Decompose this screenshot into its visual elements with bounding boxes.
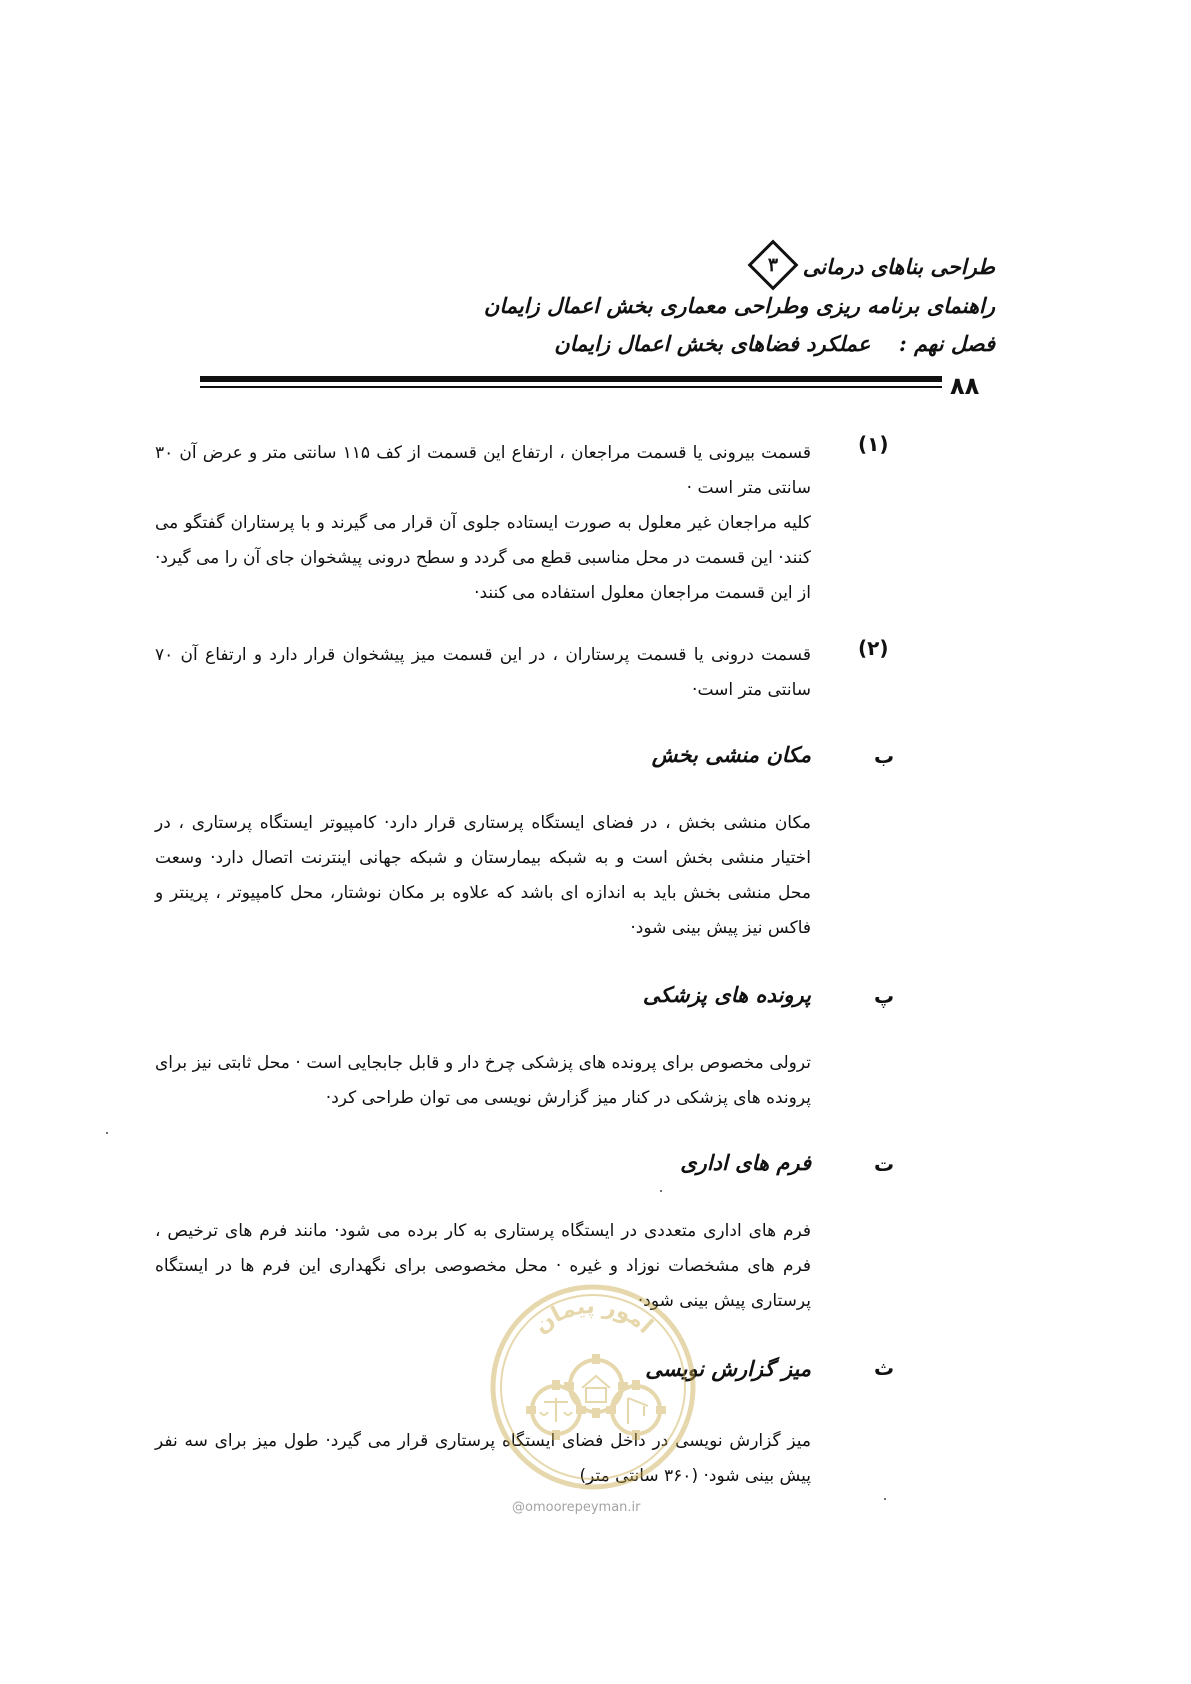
page-header [215, 248, 995, 363]
chapter-line [215, 325, 995, 363]
item-1-paragraph-2: کلیه مراجعان غیر معلول به صورت ایستاده جلوی آن قرار می گیرند و با پرستاران گفتگو می کنند· این قسمت در محل مناسبی قطع می گردد و سطح درونی پیشخوان جای آن را می گیرد· از این قسمت مراجعان معلول استفاده می کنند· [155, 513, 811, 603]
section-title-medical-records: پرونده های پزشکی [642, 982, 811, 1007]
series-number-badge [747, 239, 798, 290]
header-rule-thick [200, 376, 942, 382]
section-body-admin-forms: فرم های اداری متعددی در ایستگاه پرستاری به کار برده می شود· مانند فرم های ترخیص ، فرم های مشخصات نوزاد و غیره · محل مخصوصی برای نگهداری این فرم ها در ایستگاه پرستاری پیش بینی شود· [155, 1221, 811, 1311]
section-letter-t: ت [874, 1152, 895, 1176]
section-letter-b: ب [874, 744, 895, 768]
series-title-line [215, 248, 995, 287]
series-number: ۳ [767, 253, 778, 276]
scan-speck [884, 1498, 886, 1500]
section-title-admin-forms: فرم های اداری [680, 1150, 811, 1175]
page-number: ۸۸ [950, 372, 980, 400]
watermark-logo-text: امور پیمان [529, 1293, 658, 1339]
section-title-report-desk: میز گزارش نویسی [645, 1356, 811, 1381]
section-body-secretary: مکان منشی بخش ، در فضای ایستگاه پرستاری قرار دارد· کامپیوتر ایستگاه پرستاری ، در اختیار منشی بخش است و به شبکه بیمارستان و شبکه جهانی اینترنت اتصال دارد· وسعت محل منشی بخش باید به اندازه ای باشد که علاوه بر مکان نوشتار، محل کامپیوتر ، پرینتر و فاکس نیز پیش بینی شود· [155, 813, 811, 938]
watermark-url: @omoorepeyman.ir [512, 1500, 641, 1515]
section-title-secretary: مکان منشی بخش [651, 742, 811, 767]
chapter-title: عملکرد فضاهای بخش اعمال زایمان [554, 330, 871, 356]
section-body-medical-records: ترولی مخصوص برای پرونده های پزشکی چرخ دار و قابل جابجایی است · محل ثابتی نیز برای پرونده های پزشکی در کنار میز گزارش نویسی می توان طراحی کرد· [155, 1053, 811, 1108]
watermark-logo [488, 1282, 698, 1492]
item-1-text [155, 436, 811, 611]
series-title: طراحی بناهای درمانی [802, 254, 995, 279]
section-body-report-desk: میز گزارش نویسی در داخل فضای ایستگاه پرستاری قرار می گیرد· طول میز برای سه نفر پیش بینی شود· (۳۶۰ سانتی متر) [155, 1431, 811, 1486]
item-marker-1: (۱) [858, 432, 889, 456]
item-2-paragraph-1: قسمت درونی یا قسمت پرستاران ، در این قسمت میز پیشخوان قرار دارد و ارتفاع آن ۷۰ سانتی متر است· [155, 645, 811, 700]
section-letter-p: پ [874, 984, 895, 1008]
header-rule-thin [200, 386, 942, 388]
section-letter-s: ث [874, 1356, 895, 1380]
scan-speck [660, 1190, 662, 1192]
item-2-text [155, 638, 811, 708]
item-1-paragraph-1: قسمت بیرونی یا قسمت مراجعان ، ارتفاع این قسمت از کف ۱۱۵ سانتی متر و عرض آن ۳۰ سانتی متر است · [155, 443, 811, 498]
item-marker-2: (۲) [858, 636, 889, 660]
chapter-label: فصل نهم : [898, 330, 995, 356]
book-subtitle: راهنمای برنامه ریزی وطراحی معماری بخش اعمال زایمان [483, 292, 995, 318]
scan-speck [106, 1132, 108, 1134]
